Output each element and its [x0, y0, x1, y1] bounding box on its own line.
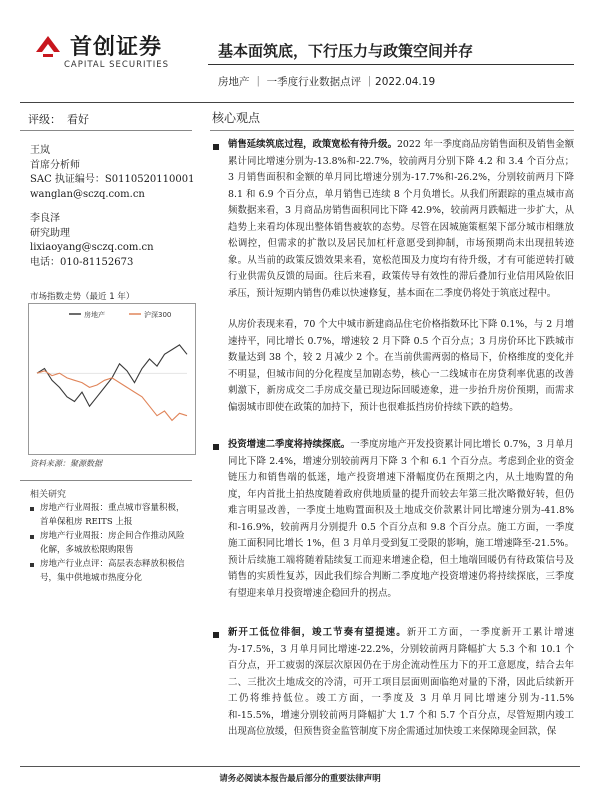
analyst-primary — [30, 144, 194, 202]
section-investment — [228, 437, 574, 602]
rating-label: 评级： — [28, 113, 61, 126]
footer-divider — [20, 766, 580, 767]
legend-label: 沪深300 — [144, 311, 172, 319]
company-logo — [20, 20, 200, 80]
section-sales — [228, 137, 574, 302]
legend-label: 房地产 — [84, 311, 105, 319]
logo-english-name: CAPITAL SECURITIES — [64, 60, 169, 70]
analyst-role: 研究助理 — [30, 227, 70, 239]
chart-source: 资料来源：聚源数据 — [30, 459, 102, 468]
header-divider — [208, 64, 574, 65]
analyst-email: wanglan@sczq.com.cn — [30, 188, 145, 200]
report-subtitle: 房地产 ｜ 一季度行业数据点评 ｜2022.04.19 — [218, 76, 436, 88]
series-line-1 — [37, 345, 187, 406]
analyst-name: 王岚 — [30, 145, 50, 156]
related-item[interactable]: 房地产行业周报：重点城市容量积极，首单保租房 REITS 上报 — [30, 502, 190, 529]
bullet-icon — [213, 444, 219, 450]
bullet-icon — [213, 632, 219, 638]
related-item[interactable]: 房地产行业点评：高层表态释放积极信号，集中供地城市热度分化 — [30, 558, 190, 585]
section-body: 一季度房地产开发投资累计同比增长 0.7%，3 月单月同比下降 2.4%，增速分别较前两月下降 3 个和 6.1 个百分点。考虑到企业的资金链压力和销售端的低迷，地产投资增速下滑幅度仍在预期之内，从土地购置的角度，年内首批土拍热度随着政府供地质量的提升而较去年第三批次略微好转，但仍难言明显改善，一季度土地购置面积及土地成交价款累计同比增速分别为-41.8%和-16.9%，较前两月分别提升 0.5 个百分点和 9.8 个百分点。施工方面，一季度施工面积同比增长 1%，但 3 月单月受到复工受限的影响，施工增速降至-21.5%。预计后续施工端将随着陆续复工而迎来增速企稳，但土地端回暖仍有待政策信号及销售的实质性复苏，因此我们综合判断二季度地产投资增速仍将持续探底，三季度有望迎来单月投资增速企稳回升的拐点。 — [228, 439, 574, 599]
section-lead: 销售延续筑底过程，政策宽松有待升级。 — [228, 139, 397, 150]
analyst-assistant — [30, 212, 154, 270]
analyst-name: 李良泽 — [30, 213, 60, 224]
series-line-2 — [37, 371, 187, 421]
bullet-icon — [213, 144, 219, 150]
logo-mark-icon — [34, 32, 62, 60]
analyst-cert: SAC 执证编号：S0110520110001 — [30, 174, 195, 185]
chart-title: 市场指数走势（最近 1 年） — [30, 292, 135, 302]
rating-value: 看好 — [67, 113, 89, 126]
analyst-phone: 电话：010-81152673 — [30, 256, 134, 268]
main-divider — [210, 130, 574, 131]
section-body: 新开工方面，一季度新开工累计增速为-17.5%，3 月单月同比增速-22.2%，分别较前两月降幅扩大 5.3 个和 10.1 个百分点，开工疲弱的深层次原因仍在于房企流动性压力下的开工意愿度，结合去年二、三批次土地成交的冷清，可开工项目层面则面临绝对量的下滑，因此后续新开工仍将维持低位。竣工方面，一季度及 3 月单月同比增速分别为-11.5%和-15.5%，增速分别较前两月降幅扩大 1.7 个和 5.7 个百分点，尽管短期内竣工出现高位放缓，但预售资金监管制度下房企需通过加快竣工来保障现金回款，保 — [228, 627, 574, 737]
section-construction — [228, 625, 574, 761]
section-body: 2022 年一季度商品房销售面积及销售金额累计同比增速分别为-13.8%和-22.7%，较前两月分别下降 4.2 和 3.4 个百分点；3 月销售面积和金额的单月同比增速分别为-17.7%和-26.2%，分别较前两月下降 8.1 和 6.9 个百分点，单月销售已连续 8 个月负增长。从我们所跟踪的重点城市高频数据来看，3 月商品房销售面积同比下降 42.9%，较前两月跌幅进一步扩大，从趋势上来看均体现出整体销售疲软的态势。尽管在因城施策框架下部分城市相继放松调控，但需求的扩散以及居民加杠杆意愿受到抑制，市场预期尚未出现扭转迹象。从当前的政策反馈效果来看，宽松范围及力度均有待升级，才有可能逆转打破行业供需负反馈的局面。往后来看，政策传导有效性的滞后叠加行业信用风险依旧承压，预计短期内销售仍难以快速修复，基本面在二季度仍将处于筑底过程中。 — [228, 139, 574, 299]
analyst-email: lixiaoyang@sczq.com.cn — [30, 242, 154, 253]
section-lead: 新开工低位徘徊，竣工节奏有望提速。 — [228, 627, 407, 638]
section-body: 从房价表现来看，70 个大中城市新建商品住宅价格指数环比下降 0.1%，与 2 月增速持平，同比增长 0.7%，增速较 2 月下降 0.5 个百分点；3 月房价环比下跌城市数量达到 38 个，较 2 月减少 2 个。在当前供需两弱的格局下，价格维度的变化并不明显，但城市间的分化程度呈加剧态势，核心一二线城市在房贷利率优惠的改善刺激下，新房成交二手房成交量已现边际回暖迹象，进一步抬升房价预期，而需求偏弱城市即使在政策的加持下，预计也很难抵挡房价持续下跌的趋势。 — [228, 319, 574, 413]
analyst-role: 首席分析师 — [30, 159, 80, 171]
index-chart — [28, 303, 196, 455]
sidebar-divider — [20, 130, 192, 131]
section-lead: 投资增速二季度将持续探底。 — [228, 439, 351, 450]
index-chart-svg — [29, 304, 195, 454]
rating — [28, 111, 95, 127]
legal-footer: 请务必阅读本报告最后部分的重要法律声明 — [219, 774, 381, 784]
section-prices — [228, 317, 574, 416]
related-item[interactable]: 房地产行业周报：房企间合作推动风险化解，多城放松限购限售 — [30, 530, 190, 557]
related-research-title: 相关研究 — [30, 490, 67, 500]
core-views-heading: 核心观点 — [212, 111, 261, 125]
top-divider — [20, 102, 574, 103]
related-divider — [20, 480, 192, 481]
logo-chinese-name: 首创证券 — [70, 35, 163, 60]
report-title: 基本面筑底，下行压力与政策空间并存 — [218, 42, 474, 60]
related-research-list — [30, 502, 190, 586]
